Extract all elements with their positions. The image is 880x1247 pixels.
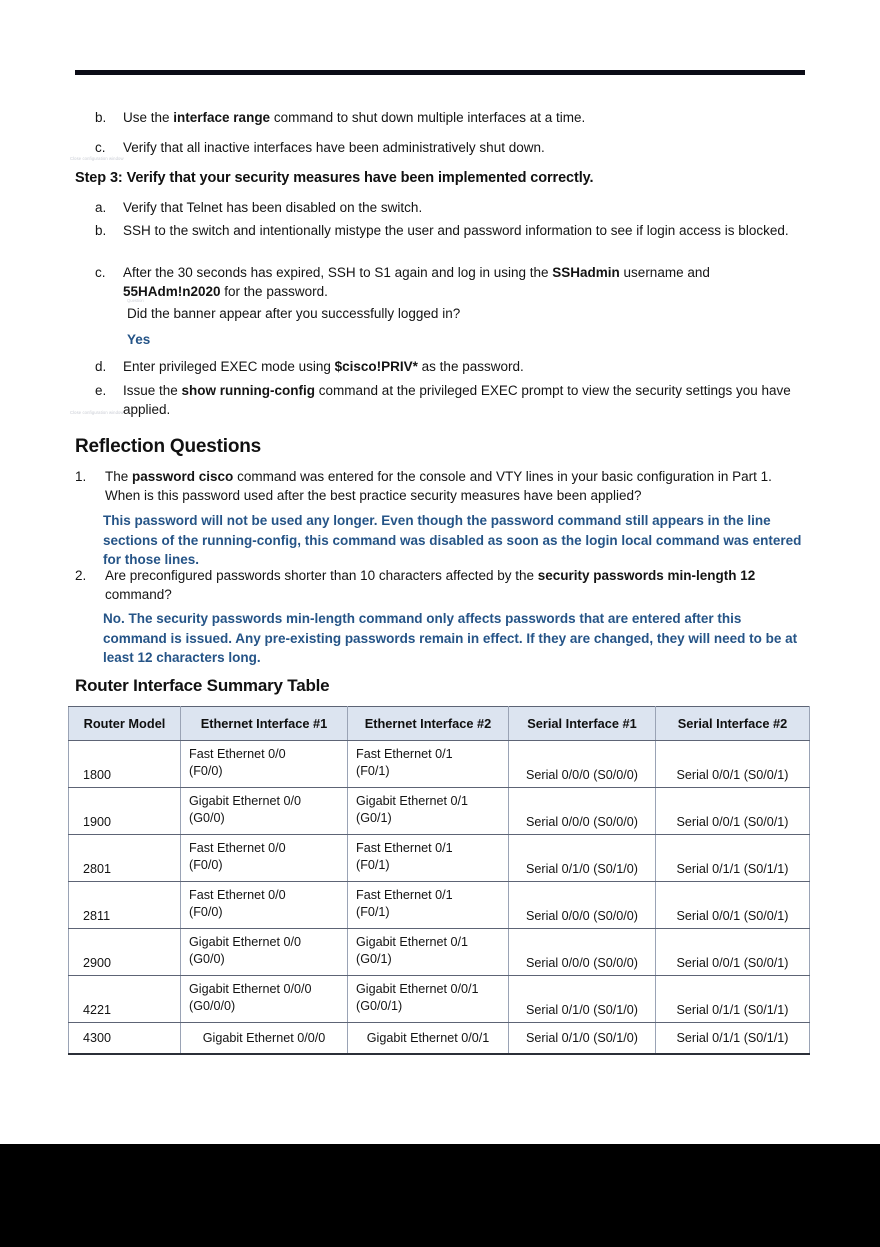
reflection-marker: 2. (75, 568, 87, 583)
list-marker: b. (95, 223, 107, 238)
cell-ethernet-2: Fast Ethernet 0/1 (F0/1) (348, 882, 509, 929)
cell-serial-1: Serial 0/1/0 (S0/1/0) (509, 1023, 656, 1055)
cell-ethernet-1: Fast Ethernet 0/0 (F0/0) (181, 882, 348, 929)
cell-router-model: 2811 (69, 882, 181, 929)
close-configuration-window-note: Close configuration window (70, 410, 124, 415)
list-marker: e. (95, 383, 107, 398)
cell-serial-2: Serial 0/1/1 (S0/1/1) (656, 835, 810, 882)
list-marker: d. (95, 359, 107, 374)
list-text: After the 30 seconds has expired, SSH to S1 again and log in using the SSHadmin username and 55HAdm!n2020 for the password. (123, 265, 710, 300)
cell-serial-2: Serial 0/0/1 (S0/0/1) (656, 788, 810, 835)
list-text: Verify that all inactive interfaces have been administratively shut down. (123, 140, 545, 156)
header-rule (75, 70, 805, 75)
cell-ethernet-2: Fast Ethernet 0/1 (F0/1) (348, 835, 509, 882)
cell-ethernet-1: Fast Ethernet 0/0 (F0/0) (181, 835, 348, 882)
cell-ethernet-2: Fast Ethernet 0/1 (F0/1) (348, 741, 509, 788)
router-interface-summary-title: Router Interface Summary Table (75, 676, 330, 695)
cell-serial-1: Serial 0/1/0 (S0/1/0) (509, 976, 656, 1023)
cell-serial-2: Serial 0/0/1 (S0/0/1) (656, 929, 810, 976)
list-item (95, 108, 810, 127)
reflection-item (75, 467, 805, 505)
reflection-answer: No. The security passwords min-length command only affects passwords that are entered after this command is issued. Any pre-existing passwords remain in effect. If they are changed, they will need to be at least 12 characters long. (103, 611, 798, 666)
table-row (69, 1023, 810, 1055)
cell-ethernet-1: Gigabit Ethernet 0/0/0 (181, 1023, 348, 1055)
col-header-serial-2: Serial Interface #2 (656, 707, 810, 741)
reflection-answer: This password will not be used any longer. Even though the password command still appears in the line sections of the running-config, this command was disabled as soon as the login local command was entered for those lines. (103, 513, 802, 568)
cell-serial-2: Serial 0/0/1 (S0/0/1) (656, 882, 810, 929)
cell-serial-1: Serial 0/0/0 (S0/0/0) (509, 788, 656, 835)
table-header-row (69, 707, 810, 741)
cell-router-model: 2801 (69, 835, 181, 882)
cell-serial-2: Serial 0/1/1 (S0/1/1) (656, 976, 810, 1023)
cell-ethernet-2: Gigabit Ethernet 0/1 (G0/1) (348, 929, 509, 976)
cell-ethernet-1: Gigabit Ethernet 0/0/0 (G0/0/0) (181, 976, 348, 1023)
question-ghost-label: Question (127, 298, 144, 303)
list-marker: a. (95, 200, 107, 215)
reflection-questions-heading: Reflection Questions (75, 436, 262, 457)
banner-answer: Yes (127, 332, 151, 347)
router-interface-summary-table-wrapper (68, 706, 809, 1055)
list-item (95, 381, 795, 419)
list-marker: c. (95, 265, 106, 280)
cell-ethernet-2: Gigabit Ethernet 0/1 (G0/1) (348, 788, 509, 835)
table-body (69, 741, 810, 1055)
table-row (69, 788, 810, 835)
cell-router-model: 2900 (69, 929, 181, 976)
table-row (69, 741, 810, 788)
page-bottom-band (0, 1144, 880, 1247)
cell-serial-2: Serial 0/0/1 (S0/0/1) (656, 741, 810, 788)
list-item (95, 357, 795, 376)
list-item (95, 263, 785, 301)
col-header-serial-1: Serial Interface #1 (509, 707, 656, 741)
list-text: Enter privileged EXEC mode using $cisco!PRIV* as the password. (123, 359, 524, 374)
cell-serial-1: Serial 0/0/0 (S0/0/0) (509, 882, 656, 929)
table-row (69, 882, 810, 929)
cell-ethernet-1: Gigabit Ethernet 0/0 (G0/0) (181, 929, 348, 976)
cell-ethernet-2: Gigabit Ethernet 0/0/1 (G0/0/1) (348, 976, 509, 1023)
list-item (95, 198, 810, 217)
cell-router-model: 4221 (69, 976, 181, 1023)
reflection-question: The password cisco command was entered for the console and VTY lines in your basic configuration in Part 1. When is this password used after the best practice security measures have been applied? (105, 469, 772, 504)
cell-serial-2: Serial 0/1/1 (S0/1/1) (656, 1023, 810, 1055)
list-marker: b. (95, 110, 107, 125)
cell-ethernet-1: Fast Ethernet 0/0 (F0/0) (181, 741, 348, 788)
reflection-question: Are preconfigured passwords shorter than 10 characters affected by the security passwords min-length 12 command? (105, 568, 756, 603)
cell-router-model: 1800 (69, 741, 181, 788)
list-text: Issue the show running-config command at the privileged EXEC prompt to view the security settings you have applied. (123, 383, 791, 418)
step-3-heading: Step 3: Verify that your security measures have been implemented correctly. (75, 170, 594, 186)
cell-serial-1: Serial 0/1/0 (S0/1/0) (509, 835, 656, 882)
list-item (95, 138, 810, 157)
list-text: SSH to the switch and intentionally mistype the user and password information to see if login access is blocked. (123, 223, 789, 238)
col-header-ethernet-2: Ethernet Interface #2 (348, 707, 509, 741)
cell-router-model: 4300 (69, 1023, 181, 1055)
table-row (69, 835, 810, 882)
list-text: Verify that Telnet has been disabled on the switch. (123, 200, 423, 215)
reflection-marker: 1. (75, 469, 87, 484)
banner-question-text: Did the banner appear after you successfully logged in? (127, 306, 461, 321)
col-header-router-model: Router Model (69, 707, 181, 741)
list-marker: c. (95, 140, 106, 156)
list-item (95, 221, 795, 240)
cell-serial-1: Serial 0/0/0 (S0/0/0) (509, 929, 656, 976)
col-header-ethernet-1: Ethernet Interface #1 (181, 707, 348, 741)
table-row (69, 929, 810, 976)
cell-serial-1: Serial 0/0/0 (S0/0/0) (509, 741, 656, 788)
close-configuration-window-note: Close configuration window (70, 156, 124, 161)
cell-ethernet-1: Gigabit Ethernet 0/0 (G0/0) (181, 788, 348, 835)
cell-router-model: 1900 (69, 788, 181, 835)
list-text: Use the interface range command to shut down multiple interfaces at a time. (123, 110, 586, 125)
cell-ethernet-2: Gigabit Ethernet 0/0/1 (348, 1023, 509, 1055)
reflection-item (75, 566, 805, 604)
table-row (69, 976, 810, 1023)
router-interface-summary-table (68, 706, 810, 1055)
